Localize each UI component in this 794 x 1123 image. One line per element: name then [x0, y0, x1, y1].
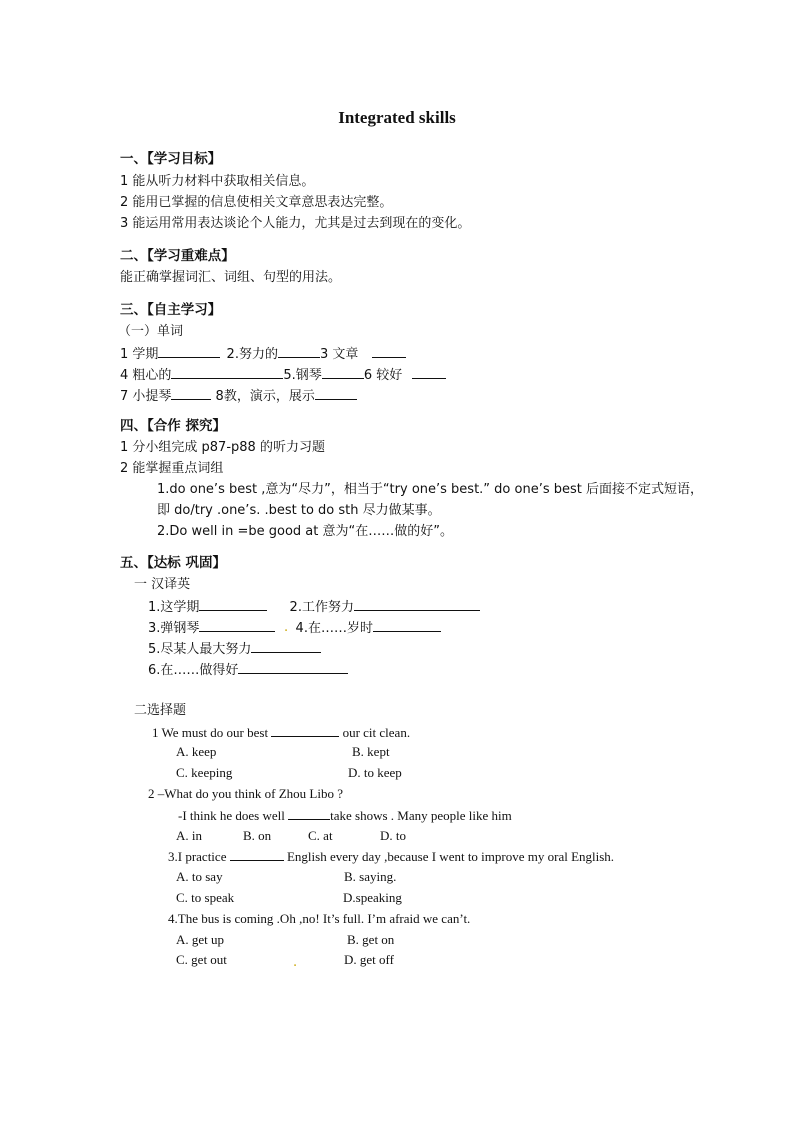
translate-1-label: 1.这学期	[148, 600, 200, 615]
key-points-text: 能正确掌握词汇、词组、句型的用法。	[120, 270, 342, 285]
question-1-tail: our cit clean.	[342, 725, 411, 740]
vocab-row-3	[120, 387, 357, 405]
question-1-blank[interactable]	[271, 724, 339, 737]
translate-1-blank[interactable]	[199, 598, 267, 611]
vocab-8-blank[interactable]	[315, 387, 357, 400]
q2-option-a[interactable]: A. in	[176, 828, 202, 843]
question-3-blank[interactable]	[230, 848, 284, 861]
section-objectives-heading: 一、【学习目标】	[120, 151, 222, 167]
translate-row-4	[148, 661, 348, 679]
translate-5-label: 5.尽某人最大努力	[148, 642, 252, 657]
phrase-note-1b: 即 do/try .one’s. .best to do sth 尽力做某事。	[157, 503, 441, 518]
vocab-4-blank[interactable]	[171, 366, 283, 379]
q4-option-a[interactable]: A. get up	[176, 932, 225, 947]
choice-subheading: 二选择题	[134, 703, 187, 718]
q4-option-b[interactable]: B. get on	[347, 932, 395, 947]
section-self-study-heading: 三、【自主学习】	[120, 302, 222, 318]
question-1-stem: 1 We must do our best	[152, 725, 269, 740]
question-3-tail: English every day ,because I went to improve my oral English.	[286, 849, 615, 864]
q3-option-c[interactable]: C. to speak	[176, 890, 235, 905]
vocab-1-label: 1 学期	[120, 347, 159, 362]
vocab-1-blank[interactable]	[158, 345, 220, 358]
translate-5-blank[interactable]	[251, 640, 321, 653]
q4-option-d[interactable]: D. get off	[344, 952, 394, 967]
translate-4-label: 4.在……岁时	[295, 621, 373, 636]
q2-option-b[interactable]: B. on	[243, 828, 272, 843]
q4-option-c[interactable]: C. get out	[176, 952, 227, 967]
vocab-5-label: 5.钢琴	[283, 368, 322, 383]
section-key-points-heading: 二、【学习重难点】	[120, 248, 235, 264]
vocab-row-2	[120, 366, 446, 384]
vocab-5-blank[interactable]	[322, 366, 364, 379]
objective-1: 1 能从听力材料中获取相关信息。	[120, 174, 315, 189]
vocab-6-label: 6 较好	[363, 368, 403, 383]
question-2-blank[interactable]	[288, 807, 330, 820]
vocab-6-blank[interactable]	[412, 366, 446, 379]
q2-option-d[interactable]: D. to	[380, 828, 406, 843]
vocab-subheading: （一）单词	[118, 324, 184, 339]
question-2-answer	[178, 807, 512, 824]
translate-row-3	[148, 640, 321, 658]
q1-option-d[interactable]: D. to keep	[348, 765, 402, 780]
vocab-4-label: 4 粗心的	[120, 368, 172, 383]
section-practice-heading: 五、【达标 巩固】	[120, 555, 226, 571]
stray-dot-mark-2: .	[284, 620, 289, 635]
question-4: 4.The bus is coming .Oh ,no! It’s full. I’m afraid we can’t.	[168, 911, 471, 926]
question-3-stem: 3.I practice	[168, 849, 227, 864]
stray-dot-mark: .	[293, 955, 298, 970]
translate-3-label: 3.弹钢琴	[148, 621, 200, 636]
q3-option-b[interactable]: B. saying.	[344, 869, 397, 884]
q3-option-d[interactable]: D.speaking	[343, 890, 402, 905]
section-cooperation-heading: 四、【合作 探究】	[120, 418, 226, 434]
translation-subheading: 一 汉译英	[134, 577, 191, 592]
phrase-note-2: 2.Do well in =be good at 意为“在……做的好”。	[157, 524, 453, 539]
q1-option-a[interactable]: A. keep	[176, 744, 217, 759]
question-2: 2 –What do you think of Zhou Libo ?	[148, 786, 343, 801]
vocab-3-blank[interactable]	[372, 345, 406, 358]
translate-6-blank[interactable]	[238, 661, 348, 674]
translate-4-blank[interactable]	[373, 619, 441, 632]
q1-option-b[interactable]: B. kept	[352, 744, 390, 759]
vocab-7-blank[interactable]	[171, 387, 211, 400]
objective-3: 3 能运用常用表达谈论个人能力，尤其是过去到现在的变化。	[120, 216, 471, 231]
question-2-tail: take shows . Many people like him	[330, 808, 512, 823]
cooperation-item-1: 1 分小组完成 p87-p88 的听力习题	[120, 440, 325, 455]
translate-row-1	[148, 598, 480, 616]
vocab-row-1	[120, 345, 406, 363]
question-1	[152, 724, 410, 741]
vocab-7-label: 7 小提琴	[120, 389, 172, 404]
question-3	[168, 848, 614, 865]
phrase-note-1a: 1.do one’s best ,意为“尽力”，相当于“try one’s best.” do one’s best 后面接不定式短语，	[157, 482, 703, 497]
translate-3-blank[interactable]	[199, 619, 275, 632]
q3-option-a[interactable]: A. to say	[176, 869, 223, 884]
q1-option-c[interactable]: C. keeping	[176, 765, 233, 780]
page-title: Integrated skills	[338, 108, 456, 127]
question-2-stem: -I think he does well	[178, 808, 285, 823]
translate-2-blank[interactable]	[354, 598, 480, 611]
objective-2: 2 能用已掌握的信息使相关文章意思表达完整。	[120, 195, 393, 210]
vocab-2-label: 2.努力的	[226, 347, 278, 362]
vocab-3-label: 3 文章	[319, 347, 359, 362]
vocab-8-label: 8教，演示，展示	[215, 389, 315, 404]
translate-row-2	[148, 619, 441, 637]
translate-6-label: 6.在……做得好	[148, 663, 239, 678]
translate-2-label: 2.工作努力	[289, 600, 354, 615]
cooperation-item-2: 2 能掌握重点词组	[120, 461, 224, 476]
vocab-2-blank[interactable]	[278, 345, 320, 358]
q2-option-c[interactable]: C. at	[308, 828, 333, 843]
